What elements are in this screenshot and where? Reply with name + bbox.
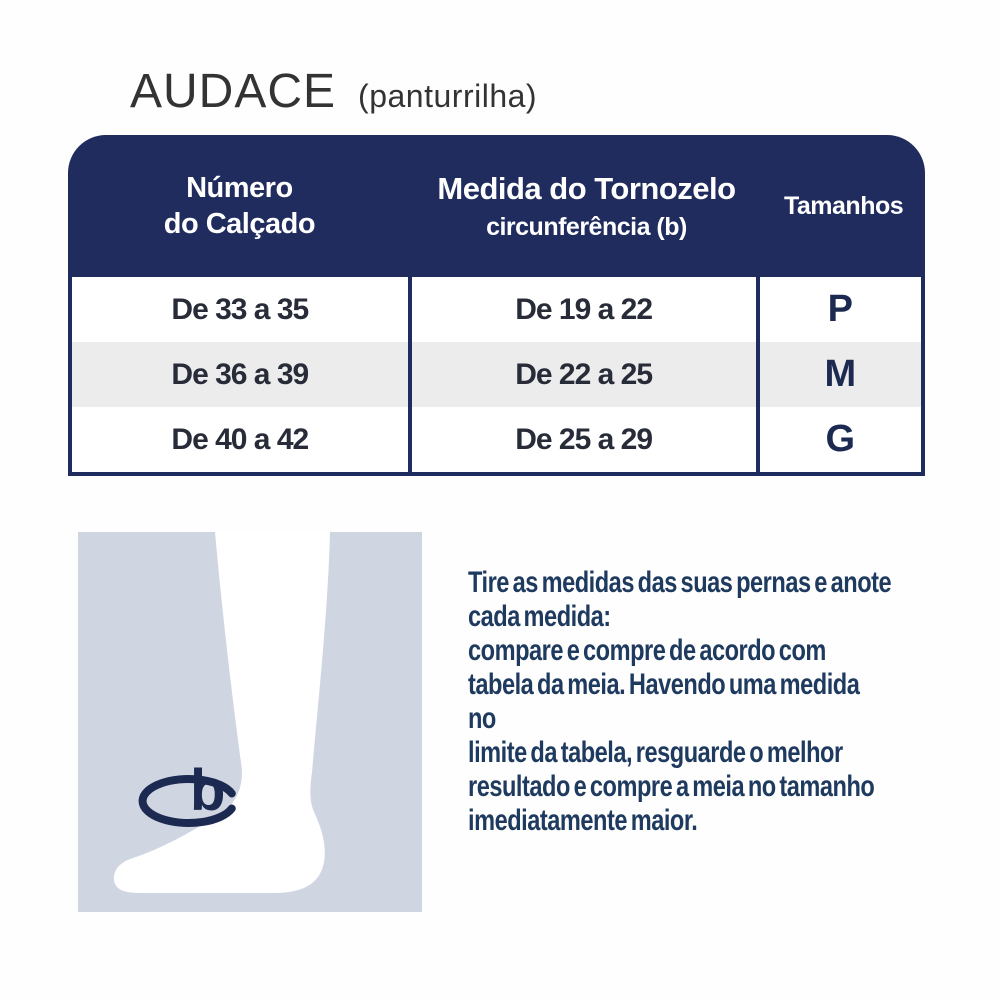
instruction-line: limite da tabela, resguarde o melhor: [468, 736, 843, 769]
leg-foot-silhouette: [114, 532, 330, 893]
column-header-shoe-line1: Número: [186, 172, 293, 204]
instruction-line: cada medida:: [468, 600, 611, 633]
cell-size: P: [827, 288, 853, 330]
instruction-line: compare e compre de acordo com: [468, 634, 826, 667]
instruction-line: imediatamente maior.: [468, 804, 698, 837]
measurement-instructions: [468, 566, 980, 838]
column-header-ankle-title: Medida do Tornozelo: [437, 170, 736, 206]
measure-label-b: b: [190, 758, 226, 823]
column-header-shoe-line2: do Calçado: [163, 208, 316, 240]
column-header-sizes-label: Tamanhos: [783, 191, 904, 220]
column-header-ankle-measure: [411, 171, 762, 242]
cell-shoe-number: De 33 a 35: [72, 277, 412, 342]
table-body: [68, 277, 925, 476]
instruction-line: no: [468, 702, 496, 735]
cell-size: M: [824, 353, 857, 395]
product-variant: (panturrilha): [358, 78, 538, 114]
instruction-line: tabela da meia. Havendo uma medida: [468, 668, 860, 701]
size-chart-table: [68, 135, 925, 476]
column-header-ankle-subtitle: circunferência (b): [486, 212, 687, 241]
cell-ankle-measure: De 25 a 29: [412, 407, 760, 472]
cell-ankle-measure: De 22 a 25: [412, 342, 760, 407]
table-row: [72, 342, 921, 407]
table-row: [72, 407, 921, 472]
ankle-measurement-illustration: [78, 532, 422, 912]
instruction-line: Tire as medidas das suas pernas e anote: [468, 566, 892, 599]
cell-shoe-number: De 40 a 42: [72, 407, 412, 472]
column-header-shoe-number: [68, 170, 411, 242]
cell-size: G: [825, 418, 856, 460]
column-header-sizes: [762, 192, 925, 221]
foot-illustration-svg: [78, 532, 422, 912]
table-row: [72, 277, 921, 342]
cell-shoe-number: De 36 a 39: [72, 342, 412, 407]
instruction-line: resultado e compre a meia no tamanho: [468, 770, 875, 803]
page-title: [130, 65, 538, 118]
cell-ankle-measure: De 19 a 22: [412, 277, 760, 342]
table-header-row: [68, 135, 925, 277]
product-name: AUDACE: [130, 65, 337, 118]
